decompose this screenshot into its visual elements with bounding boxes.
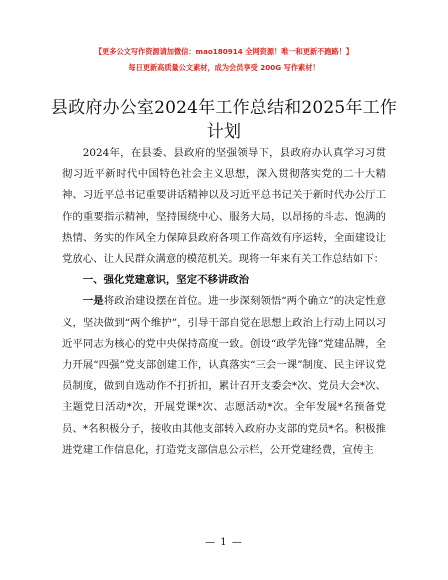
promo-line-2: 每日更新高质量公文素材，成为会员享受 200G 写作素材！ (128, 63, 320, 72)
intro-paragraph: 2024年，在县委、县政府的坚强领导下，县政府办认真学习习贯彻习近平新时代中国特色社会主义思想，深入贯彻落实党的二十大精神、习近平总书记重要讲话精神以及习近平总书记关于新时代办公厅工作的重要指示精神，坚持围绕中心、服务大局，以昂扬的斗志、饱满的热情、务实的作风全力保障县政府各项工作高效有序运转，全面建设让党放心、让人民群众满意的模范机关。现将一年来有关工作总结如下： (62, 147, 386, 266)
document-title: 县政府办公室2024年工作总结和2025年工作计划 (50, 98, 398, 142)
section-1-lead: 一是 (82, 295, 104, 308)
page-number: — 1 — (205, 537, 243, 548)
document-body (62, 143, 386, 461)
section-1-paragraph (62, 291, 386, 461)
promo-line-1: 【更多公文写作资源请加微信：mao180914 全网资源！唯一和更新不跑路！】 (94, 47, 354, 56)
section-1-text: 将政治建设摆在首位。进一步深刻领悟“两个确立”的决定性意义，坚决做到“两个维护”，引导干部自觉在思想上政治上行动上同以习近平同志为核心的党中央保持高度一致。创设“政学先锋”党建品牌，全力开展“四强”党支部创建工作，认真落实“三会一课”制度、民主评议党员制度，做到自选动作不打折扣，累计召开支委会*次、党员大会*次、主题党日活动*次，开展党课*次、志愿活动*次。全年发展*名预备党员、*名积极分子，接收由其他支部转入政府办支部的党员*名。积极推进党建工作信息化，打造党支部信息公示栏，公开党建经费，宣传主 (62, 295, 387, 456)
promo-banner (0, 46, 448, 74)
section-1-heading: 一、强化党建意识，坚定不移讲政治 (82, 274, 250, 287)
